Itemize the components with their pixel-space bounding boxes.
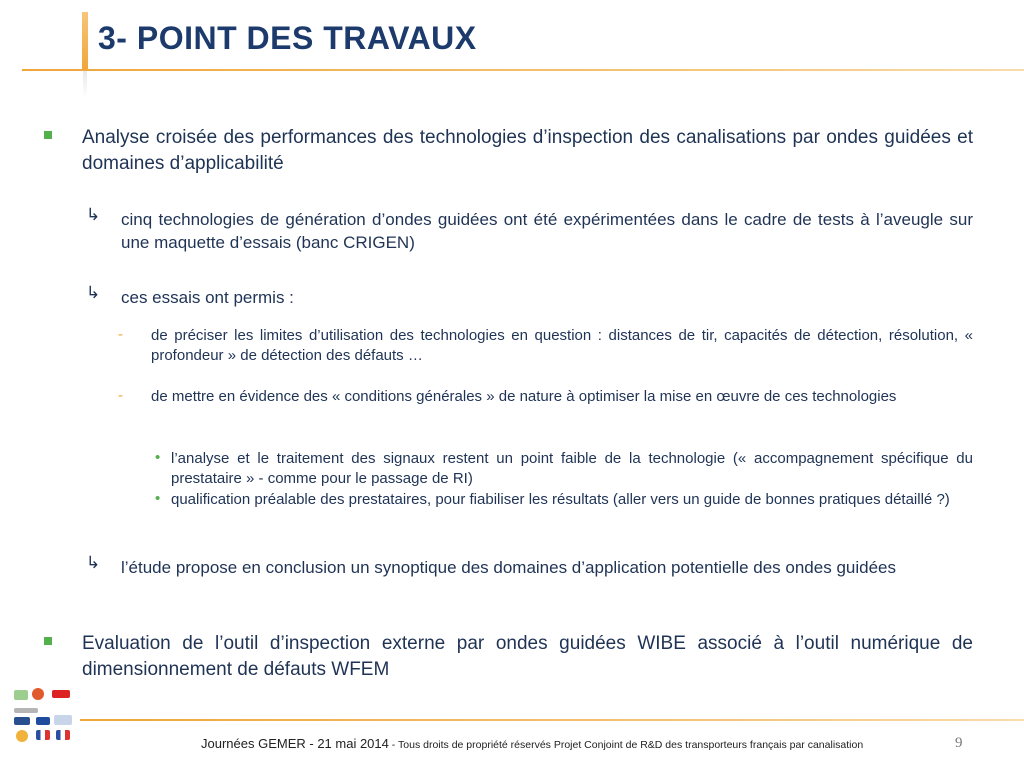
dash-item-limites: de préciser les limites d’utilisation des technologies en question : distances de tir, capacités de détection, résolution, « profondeur » de détection des défauts …	[151, 327, 973, 364]
dash-bullet-icon: -	[118, 326, 123, 343]
partner-logos	[12, 688, 78, 764]
dot-bullet-icon: •	[155, 449, 161, 466]
dot-item-signaux: l’analyse et le traitement des signaux restent un point faible de la technologie (« accompagnement spécifique du prestataire » - comme pour le passage de RI)	[171, 450, 973, 487]
partner-logo-icon	[54, 715, 72, 725]
curved-arrow-icon: ↳	[86, 283, 101, 303]
flag-logo-icon	[56, 730, 70, 740]
sub-item-technologies: cinq technologies de génération d’ondes guidées ont été expérimentées dans le cadre de tests à l’aveugle sur une maquette d’essais (banc CRIGEN)	[121, 210, 973, 252]
page-number: 9	[955, 735, 963, 751]
curved-arrow-icon: ↳	[86, 553, 101, 573]
bullet-evaluation: Evaluation de l’outil d’inspection externe par ondes guidées WIBE associé à l’outil numérique de dimensionnement de défauts WFEM	[82, 633, 973, 680]
total-logo-icon	[32, 688, 44, 700]
partner-logo-icon	[14, 717, 30, 725]
footer-event: Journées GEMER - 21 mai 2014	[201, 736, 389, 751]
title-accent-bar	[82, 12, 88, 70]
title-accent-shadow	[83, 70, 87, 98]
partner-logo-icon	[16, 730, 28, 742]
tigf-logo-icon	[52, 690, 70, 698]
footer-divider	[80, 719, 1024, 721]
footer-rights: - Tous droits de propriété réservés Projet Conjoint de R&D des transporteurs français par canalisation	[388, 739, 864, 751]
dot-item-qualification: qualification préalable des prestataires, pour fiabiliser les résultats (aller vers un guide de bonnes pratiques détaillé ?)	[171, 491, 950, 508]
green-square-bullet-icon	[44, 637, 52, 645]
flag-logo-icon	[36, 730, 50, 740]
dot-bullet-icon: •	[155, 490, 161, 507]
dash-bullet-icon: -	[118, 387, 123, 404]
grtgaz-logo-icon	[14, 690, 28, 700]
green-square-bullet-icon	[44, 131, 52, 139]
footer	[201, 736, 863, 751]
partner-logo-icon	[14, 708, 38, 713]
page-title: 3- POINT DES TRAVAUX	[98, 20, 477, 56]
partner-logo-icon	[36, 717, 50, 725]
curved-arrow-icon: ↳	[86, 205, 101, 225]
title-divider	[22, 69, 1024, 71]
dash-item-conditions: de mettre en évidence des « conditions générales » de nature à optimiser la mise en œuvre de ces technologies	[151, 388, 897, 405]
sub-item-essais: ces essais ont permis :	[121, 288, 294, 307]
sub-item-synoptique: l’étude propose en conclusion un synoptique des domaines d’application potentielle des ondes guidées	[121, 558, 896, 577]
bullet-analyse: Analyse croisée des performances des technologies d’inspection des canalisations par ondes guidées et domaines d’applicabilité	[82, 127, 973, 174]
